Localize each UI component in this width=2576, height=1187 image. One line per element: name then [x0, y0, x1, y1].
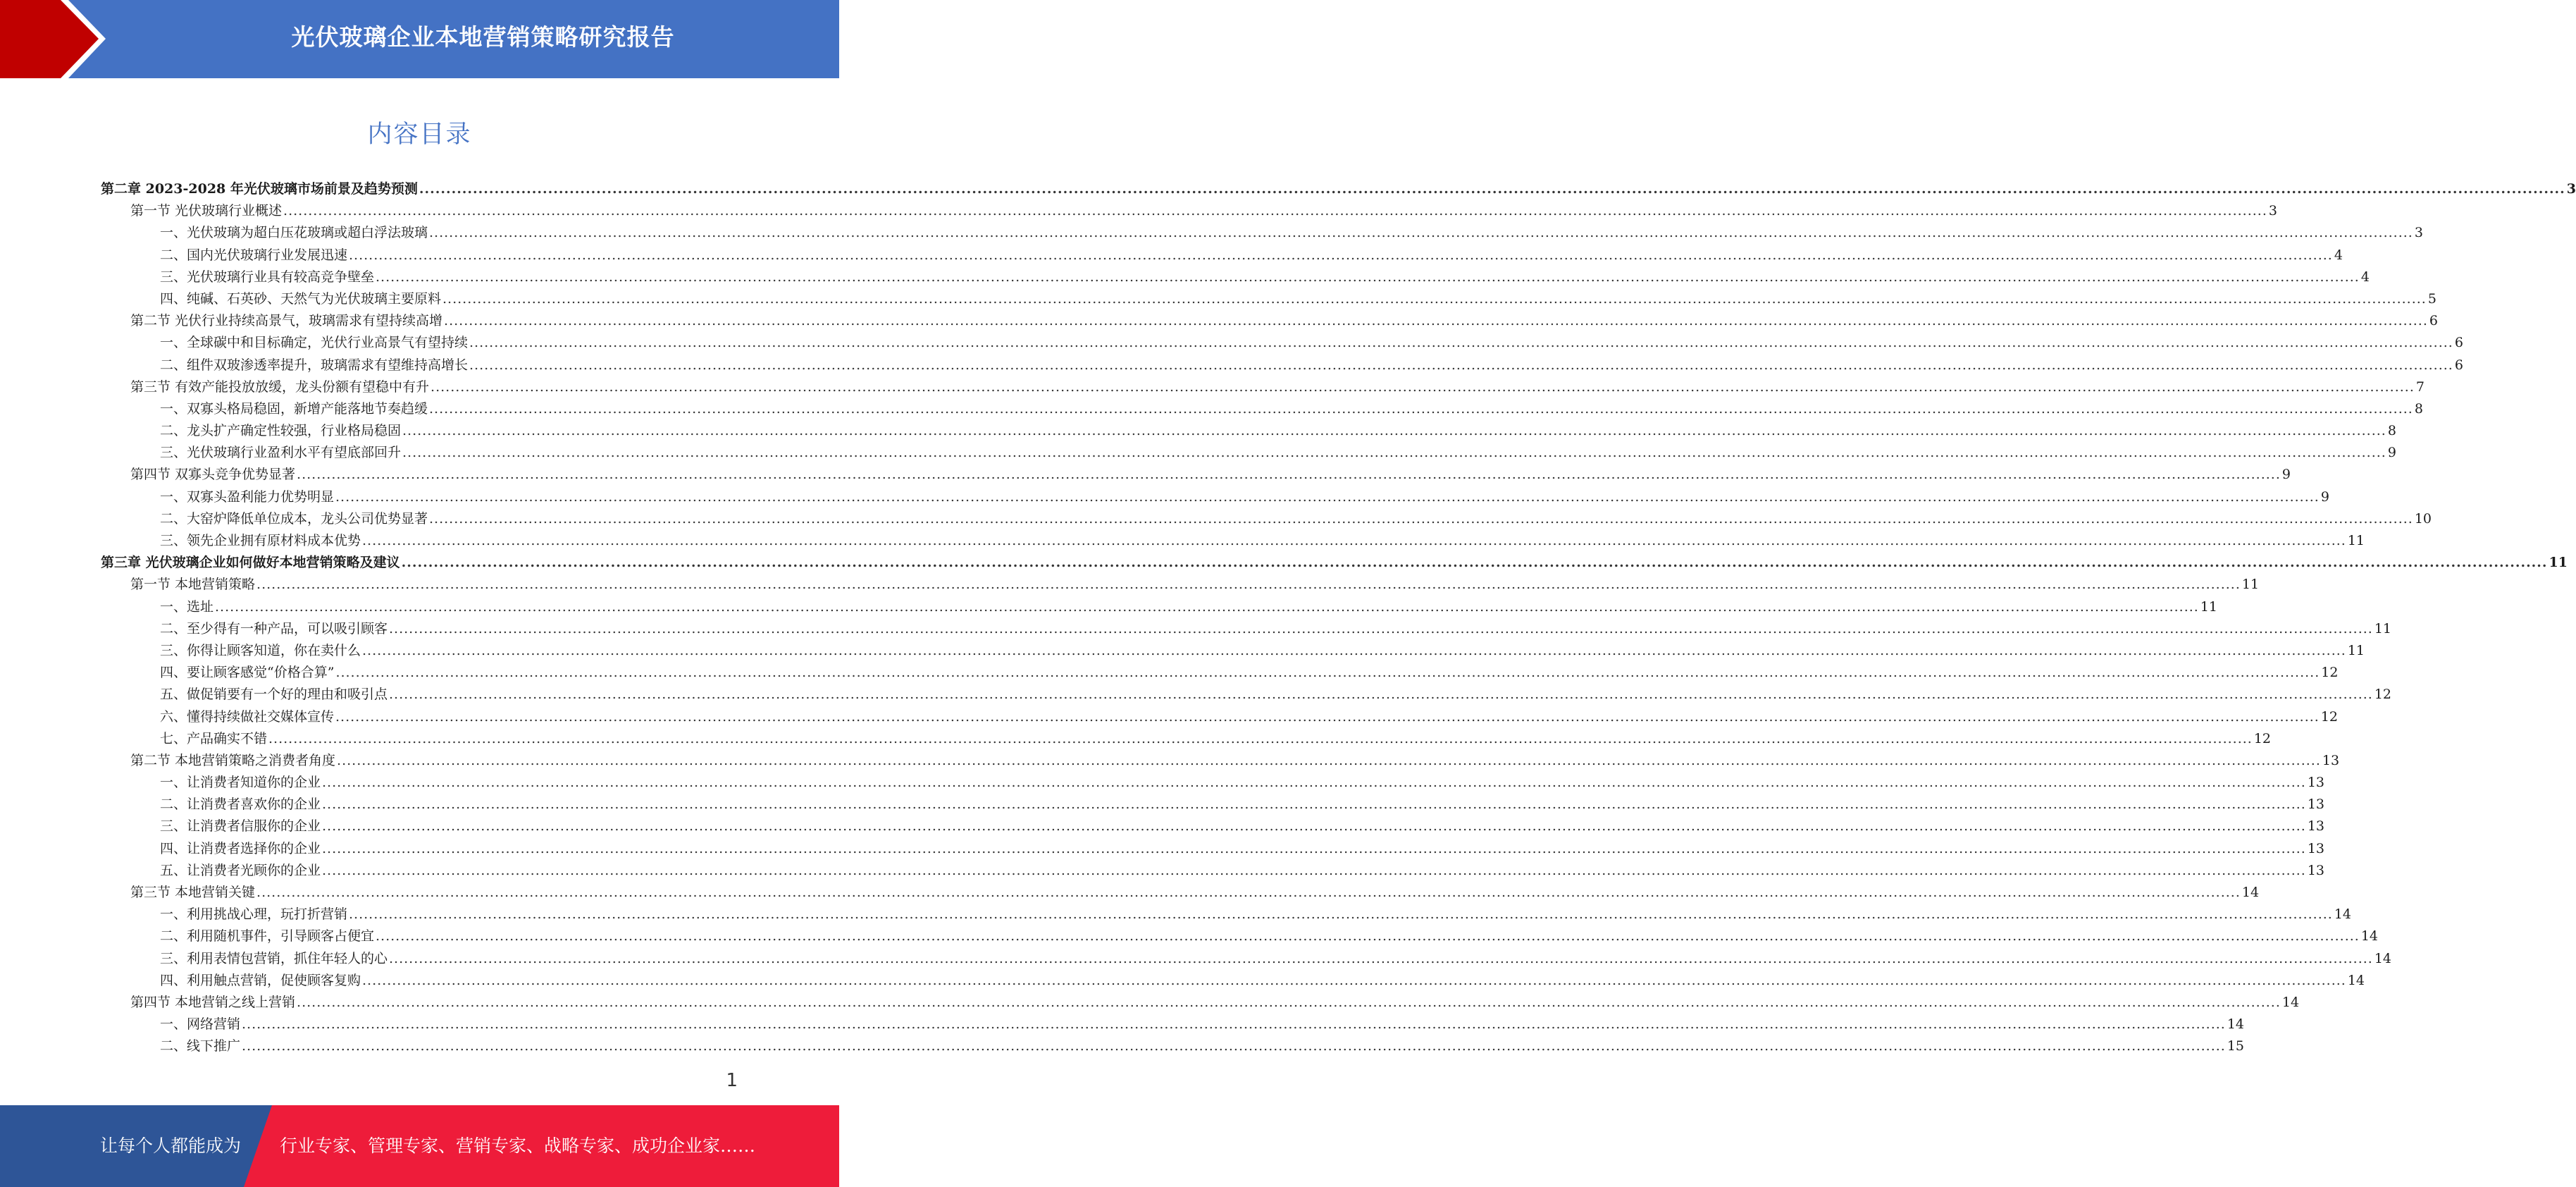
toc-subsection-entry[interactable] — [101, 398, 2423, 420]
toc-leader-dots: ................................................................................................................................................................................................................................................................................................................................................................................................................ — [322, 775, 2306, 791]
toc-leader-dots: ................................................................................................................................................................................................................................................................................................................................................................................................................ — [401, 555, 2548, 571]
toc-entry-page: 3 — [2566, 181, 2576, 197]
toc-subsection-entry[interactable] — [101, 245, 2343, 266]
toc-leader-dots: ................................................................................................................................................................................................................................................................................................................................................................................................................ — [431, 379, 2415, 395]
toc-section-entry[interactable] — [101, 376, 2425, 398]
toc-entry-page: 5 — [2427, 290, 2436, 307]
toc-leader-dots: ................................................................................................................................................................................................................................................................................................................................................................................................................ — [215, 598, 2199, 615]
toc-subsection-entry[interactable] — [101, 288, 2436, 310]
toc-subsection-entry[interactable] — [101, 618, 2392, 640]
toc-leader-dots: ................................................................................................................................................................................................................................................................................................................................................................................................................ — [335, 708, 2320, 725]
toc-entry-page: 11 — [2241, 577, 2260, 593]
toc-leader-dots: ................................................................................................................................................................................................................................................................................................................................................................................................................ — [322, 818, 2306, 835]
toc-section-entry[interactable] — [101, 310, 2438, 332]
toc-section-entry[interactable] — [101, 992, 2300, 1014]
toc-leader-dots: ................................................................................................................................................................................................................................................................................................................................................................................................................ — [442, 290, 2427, 307]
toc-entry-text: 二、国内光伏玻璃行业发展迅速 — [160, 247, 348, 263]
toc-leader-dots: ................................................................................................................................................................................................................................................................................................................................................................................................................ — [429, 225, 2413, 241]
toc-entry-page: 14 — [2347, 972, 2365, 988]
toc-entry-text: 二、至少得有一种产品，可以吸引顾客 — [160, 620, 388, 636]
toc-entry-page: 12 — [2374, 687, 2392, 703]
toc-entry-page: 6 — [2429, 313, 2438, 329]
toc-entry-page: 6 — [2454, 357, 2463, 373]
toc-subsection-entry[interactable] — [101, 530, 2365, 552]
toc-entry-text: 第三节 有效产能投放放缓，龙头份额有望稳中有升 — [130, 379, 430, 395]
toc-entry-text: 一、网络营销 — [160, 1016, 241, 1033]
toc-entry-text: 第三章 光伏玻璃企业如何做好本地营销策略及建议 — [101, 555, 400, 571]
toc-leader-dots: ................................................................................................................................................................................................................................................................................................................................................................................................................ — [429, 510, 2413, 527]
toc-entry-page: 13 — [2307, 862, 2325, 878]
toc-entry-page: 11 — [2374, 620, 2392, 636]
toc-leader-dots: ................................................................................................................................................................................................................................................................................................................................................................................................................ — [242, 1038, 2226, 1054]
toc-entry-page: 11 — [2347, 533, 2365, 548]
toc-entry-text: 三、光伏玻璃行业盈利水平有望底部回升 — [160, 445, 402, 461]
toc-entry-text: 第三节 本地营销关键 — [130, 885, 256, 900]
toc-entry-page: 12 — [2321, 665, 2339, 681]
toc-entry-page: 14 — [2227, 1016, 2245, 1033]
toc-subsection-entry[interactable] — [101, 596, 2218, 618]
toc-entry-page: 13 — [2307, 797, 2325, 813]
toc-entry-page: 9 — [2320, 488, 2329, 505]
toc-leader-dots: ................................................................................................................................................................................................................................................................................................................................................................................................................ — [362, 972, 2346, 988]
table-of-contents — [101, 178, 2576, 1058]
toc-heading: 内容目录 — [367, 121, 472, 149]
toc-entry-text: 三、光伏玻璃行业具有较高竞争壁垒 — [160, 269, 375, 285]
toc-leader-dots: ................................................................................................................................................................................................................................................................................................................................................................................................................ — [349, 247, 2333, 263]
toc-subsection-entry[interactable] — [101, 728, 2272, 750]
toc-entry-page: 10 — [2414, 510, 2432, 527]
toc-subsection-entry[interactable] — [101, 486, 2329, 508]
toc-entry-page: 13 — [2307, 840, 2325, 856]
toc-entry-text: 第二节 本地营销策略之消费者角度 — [130, 752, 336, 768]
toc-section-entry[interactable] — [101, 200, 2277, 222]
toc-entry-text: 三、利用表情包营销，抓住年轻人的心 — [160, 950, 388, 966]
toc-subsection-entry[interactable] — [101, 816, 2325, 837]
toc-entry-text: 一、选址 — [160, 598, 214, 615]
toc-entry-text: 二、线下推广 — [160, 1038, 241, 1054]
toc-leader-dots: ................................................................................................................................................................................................................................................................................................................................................................................................................ — [362, 533, 2346, 548]
toc-section-entry[interactable] — [101, 464, 2291, 486]
toc-entry-page: 13 — [2307, 775, 2325, 791]
toc-chapter-entry[interactable] — [101, 552, 2568, 574]
toc-entry-text: 六、懂得持续做社交媒体宣传 — [160, 708, 335, 725]
toc-entry-text: 七、产品确实不错 — [160, 730, 268, 746]
toc-section-entry[interactable] — [101, 750, 2340, 772]
toc-entry-page: 9 — [2281, 467, 2291, 483]
toc-subsection-entry[interactable] — [101, 970, 2365, 992]
toc-subsection-entry[interactable] — [101, 266, 2370, 288]
toc-entry-text: 四、纯碱、石英砂、天然气为光伏玻璃主要原料 — [160, 290, 442, 307]
toc-leader-dots: ................................................................................................................................................................................................................................................................................................................................................................................................................ — [402, 445, 2386, 461]
toc-entry-page: 14 — [2360, 928, 2379, 945]
toc-subsection-entry[interactable] — [101, 838, 2325, 860]
toc-subsection-entry[interactable] — [101, 420, 2396, 442]
toc-entry-text: 第一节 本地营销策略 — [130, 577, 256, 593]
toc-leader-dots: ................................................................................................................................................................................................................................................................................................................................................................................................................ — [242, 1016, 2226, 1033]
toc-subsection-entry[interactable] — [101, 706, 2339, 728]
toc-subsection-entry[interactable] — [101, 508, 2432, 530]
toc-entry-page: 8 — [2414, 400, 2423, 417]
report-footer — [0, 1105, 839, 1187]
header-arrow-icon — [0, 0, 99, 78]
toc-leader-dots: ................................................................................................................................................................................................................................................................................................................................................................................................................ — [362, 642, 2346, 658]
toc-subsection-entry[interactable] — [101, 948, 2392, 970]
toc-subsection-entry[interactable] — [101, 925, 2379, 947]
toc-entry-page: 12 — [2253, 730, 2272, 746]
toc-entry-page: 11 — [2200, 598, 2218, 615]
toc-entry-text: 四、利用触点营销，促使顾客复购 — [160, 972, 361, 988]
toc-leader-dots: ................................................................................................................................................................................................................................................................................................................................................................................................................ — [376, 928, 2360, 945]
toc-entry-page: 12 — [2320, 708, 2339, 725]
toc-leader-dots: ................................................................................................................................................................................................................................................................................................................................................................................................................ — [429, 400, 2413, 417]
toc-leader-dots: ................................................................................................................................................................................................................................................................................................................................................................................................................ — [297, 994, 2281, 1010]
toc-entry-text: 二、龙头扩产确定性较强，行业格局稳固 — [160, 423, 402, 439]
toc-entry-text: 三、领先企业拥有原材料成本优势 — [160, 533, 361, 548]
toc-entry-page: 14 — [2241, 885, 2260, 900]
toc-subsection-entry[interactable] — [101, 794, 2325, 816]
toc-leader-dots: ................................................................................................................................................................................................................................................................................................................................................................................................................ — [376, 269, 2360, 285]
toc-entry-text: 一、双寡头格局稳固，新增产能落地节奏趋缓 — [160, 400, 428, 417]
toc-leader-dots: ................................................................................................................................................................................................................................................................................................................................................................................................................ — [335, 665, 2320, 681]
toc-leader-dots: ................................................................................................................................................................................................................................................................................................................................................................................................................ — [268, 730, 2253, 746]
toc-subsection-entry[interactable] — [101, 684, 2392, 706]
toc-entry-page: 7 — [2415, 379, 2425, 395]
toc-entry-page: 3 — [2414, 225, 2423, 241]
toc-leader-dots: ................................................................................................................................................................................................................................................................................................................................................................................................................ — [297, 467, 2281, 483]
toc-leader-dots: ................................................................................................................................................................................................................................................................................................................................................................................................................ — [322, 862, 2306, 878]
toc-entry-page: 6 — [2454, 335, 2463, 351]
toc-leader-dots: ................................................................................................................................................................................................................................................................................................................................................................................................................ — [389, 687, 2373, 703]
toc-entry-text: 二、大窑炉降低单位成本，龙头公司优势显著 — [160, 510, 428, 527]
toc-leader-dots: ................................................................................................................................................................................................................................................................................................................................................................................................................ — [469, 357, 2453, 373]
toc-entry-page: 14 — [2374, 950, 2392, 966]
toc-entry-text: 第二节 光伏行业持续高景气，玻璃需求有望持续高增 — [130, 313, 443, 329]
toc-entry-text: 三、让消费者信服你的企业 — [160, 818, 321, 835]
toc-subsection-entry[interactable] — [101, 772, 2325, 794]
toc-entry-page: 13 — [2307, 818, 2325, 835]
toc-subsection-entry[interactable] — [101, 332, 2463, 354]
toc-entry-text: 四、让消费者选择你的企业 — [160, 840, 321, 856]
toc-subsection-entry[interactable] — [101, 662, 2339, 684]
toc-entry-page: 8 — [2387, 423, 2396, 439]
toc-entry-text: 一、光伏玻璃为超白压花玻璃或超白浮法玻璃 — [160, 225, 428, 241]
report-title: 光伏玻璃企业本地营销策略研究报告 — [291, 23, 675, 51]
footer-slogan-left: 让每个人都能成为 — [100, 1136, 242, 1156]
toc-leader-dots: ................................................................................................................................................................................................................................................................................................................................................................................................................ — [322, 840, 2306, 856]
toc-entry-text: 第二章 2023-2028 年光伏玻璃市场前景及趋势预测 — [101, 181, 418, 197]
toc-chapter-entry[interactable] — [101, 178, 2576, 200]
toc-leader-dots: ................................................................................................................................................................................................................................................................................................................................................................................................................ — [349, 906, 2333, 923]
toc-subsection-entry[interactable] — [101, 1035, 2245, 1057]
toc-entry-text: 二、让消费者喜欢你的企业 — [160, 797, 321, 813]
toc-entry-page: 4 — [2360, 269, 2370, 285]
toc-entry-text: 第一节 光伏玻璃行业概述 — [130, 203, 283, 219]
page-number: 1 — [726, 1070, 738, 1091]
toc-entry-text: 五、让消费者光顾你的企业 — [160, 862, 321, 878]
toc-subsection-entry[interactable] — [101, 640, 2365, 662]
toc-entry-page: 13 — [2322, 752, 2340, 768]
toc-leader-dots: ................................................................................................................................................................................................................................................................................................................................................................................................................ — [335, 488, 2320, 505]
toc-entry-text: 五、做促销要有一个好的理由和吸引点 — [160, 687, 388, 703]
toc-subsection-entry[interactable] — [101, 355, 2463, 376]
toc-entry-text: 一、利用挑战心理，玩打折营销 — [160, 906, 348, 923]
toc-entry-text: 二、组件双玻渗透率提升，玻璃需求有望维持高增长 — [160, 357, 469, 373]
toc-entry-page: 11 — [2549, 555, 2568, 571]
toc-entry-text: 二、利用随机事件，引导顾客占便宜 — [160, 928, 375, 945]
toc-leader-dots: ................................................................................................................................................................................................................................................................................................................................................................................................................ — [256, 885, 2241, 900]
toc-subsection-entry[interactable] — [101, 442, 2396, 464]
toc-entry-text: 一、让消费者知道你的企业 — [160, 775, 321, 791]
toc-entry-page: 14 — [2334, 906, 2352, 923]
toc-entry-text: 三、你得让顾客知道，你在卖什么 — [160, 642, 361, 658]
toc-entry-page: 4 — [2334, 247, 2343, 263]
report-header — [0, 0, 839, 78]
toc-leader-dots: ................................................................................................................................................................................................................................................................................................................................................................................................................ — [419, 181, 2565, 197]
footer-slogan-right: 行业专家、管理专家、营销专家、战略专家、成功企业家…… — [280, 1136, 756, 1156]
toc-leader-dots: ................................................................................................................................................................................................................................................................................................................................................................................................................ — [256, 577, 2241, 593]
toc-entry-text: 第四节 双寡头竞争优势显著 — [130, 467, 296, 483]
toc-entry-page: 15 — [2227, 1038, 2245, 1054]
toc-section-entry[interactable] — [101, 882, 2260, 904]
toc-subsection-entry[interactable] — [101, 1014, 2245, 1035]
toc-entry-page: 14 — [2281, 994, 2300, 1010]
toc-leader-dots: ................................................................................................................................................................................................................................................................................................................................................................................................................ — [402, 423, 2386, 439]
toc-leader-dots: ................................................................................................................................................................................................................................................................................................................................................................................................................ — [283, 203, 2267, 219]
toc-subsection-entry[interactable] — [101, 222, 2423, 244]
toc-entry-text: 一、双寡头盈利能力优势明显 — [160, 488, 335, 505]
toc-section-entry[interactable] — [101, 574, 2260, 596]
toc-entry-text: 一、全球碳中和目标确定，光伏行业高景气有望持续 — [160, 335, 469, 351]
toc-entry-page: 3 — [2268, 203, 2277, 219]
toc-leader-dots: ................................................................................................................................................................................................................................................................................................................................................................................................................ — [444, 313, 2428, 329]
toc-leader-dots: ................................................................................................................................................................................................................................................................................................................................................................................................................ — [469, 335, 2453, 351]
toc-subsection-entry[interactable] — [101, 860, 2325, 882]
toc-entry-text: 第四节 本地营销之线上营销 — [130, 994, 296, 1010]
toc-subsection-entry[interactable] — [101, 904, 2352, 925]
toc-entry-page: 11 — [2347, 642, 2365, 658]
toc-entry-text: 四、要让顾客感觉“价格合算” — [160, 665, 335, 681]
toc-leader-dots: ................................................................................................................................................................................................................................................................................................................................................................................................................ — [337, 752, 2321, 768]
toc-entry-page: 9 — [2387, 445, 2396, 461]
toc-leader-dots: ................................................................................................................................................................................................................................................................................................................................................................................................................ — [322, 797, 2306, 813]
toc-leader-dots: ................................................................................................................................................................................................................................................................................................................................................................................................................ — [389, 620, 2373, 636]
toc-leader-dots: ................................................................................................................................................................................................................................................................................................................................................................................................................ — [389, 950, 2373, 966]
